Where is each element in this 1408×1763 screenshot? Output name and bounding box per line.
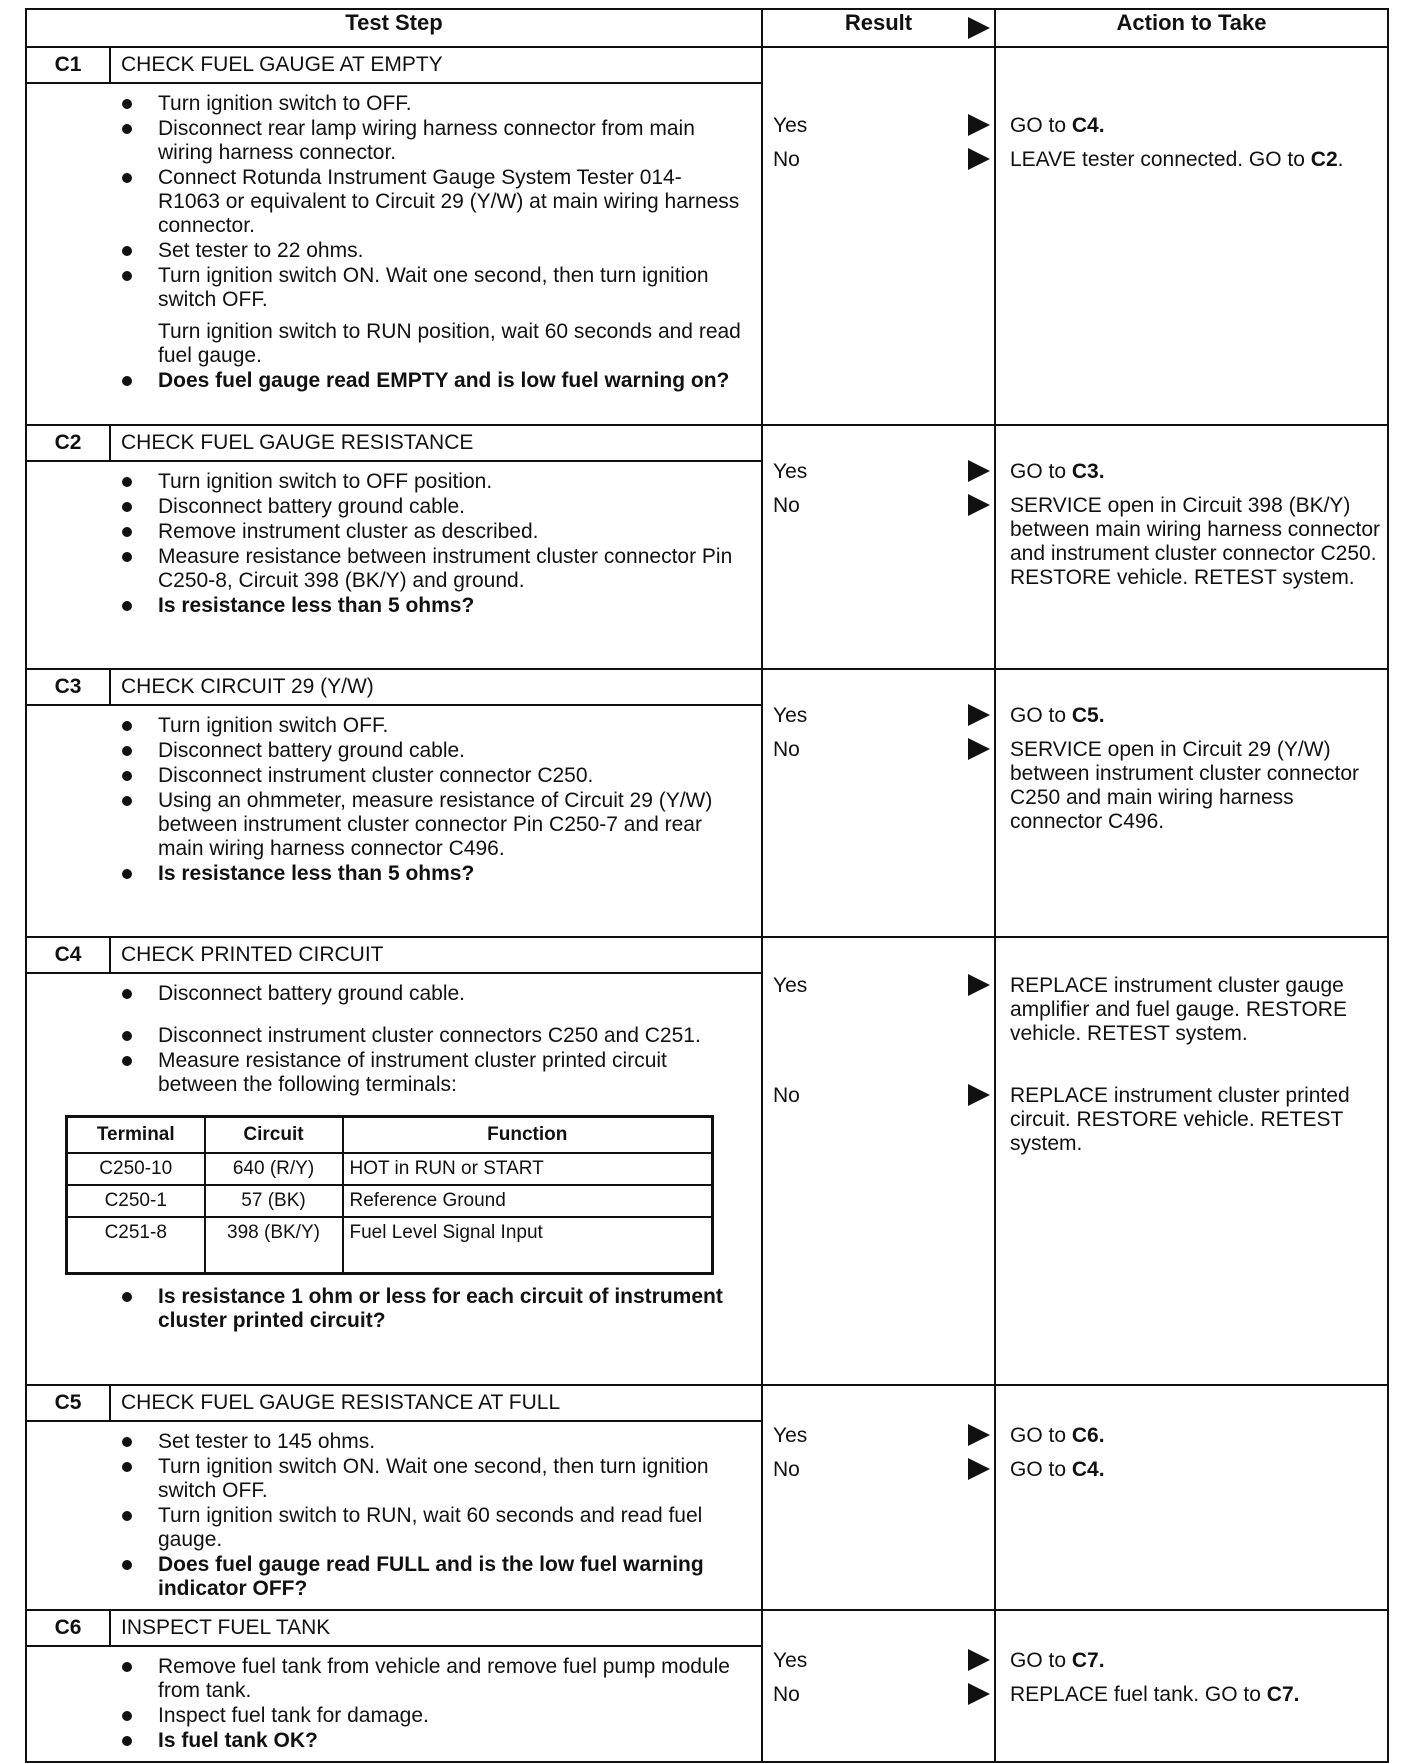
arrow-right-icon [968, 738, 990, 760]
terminal-table-header [67, 1117, 713, 1154]
action-cell [995, 47, 1388, 425]
list-item: Connect Rotunda Instrument Gauge System Tester 014-R1063 or equivalent to Circuit 29 (Y/W) at main wiring harness connector. [122, 166, 761, 238]
result-no [773, 738, 990, 766]
pinpoint-test-table [25, 8, 1389, 1763]
step-list [27, 982, 761, 1097]
action-ref: C7. [1071, 1649, 1105, 1672]
action-no [1010, 148, 1383, 172]
terminal-table [65, 1115, 714, 1275]
action-yes [1010, 460, 1383, 484]
action-yes [1010, 974, 1383, 1046]
table-row [67, 1153, 713, 1185]
column-header: Terminal [67, 1117, 205, 1154]
action-no [1010, 1084, 1383, 1156]
step-title-bar [27, 48, 761, 84]
result-yes [773, 704, 990, 732]
list-item-question: Is resistance less than 5 ohms? [122, 862, 761, 886]
list-item: Turn ignition switch to RUN position, wait 60 seconds and read fuel gauge. [158, 320, 741, 367]
table-cell: C251-8 [67, 1217, 205, 1273]
header-row [26, 9, 1388, 47]
action-yes [1010, 114, 1383, 138]
step-row-c6 [26, 1610, 1388, 1762]
result-cell [762, 1385, 995, 1610]
table-row [67, 1185, 713, 1217]
action-ref: C7. [1266, 1683, 1300, 1706]
step-list [27, 470, 761, 618]
arrow-right-icon [968, 494, 990, 516]
list-item: Disconnect instrument cluster connectors C250 and C251. [122, 1024, 761, 1048]
list-item: Measure resistance of instrument cluster printed circuit between the following terminals: [122, 1049, 761, 1097]
step-title: CHECK PRINTED CIRCUIT [121, 943, 384, 966]
action-cell [995, 1385, 1388, 1610]
step-title: CHECK CIRCUIT 29 (Y/W) [121, 675, 374, 698]
result-no [773, 1683, 990, 1711]
step-cell [26, 425, 762, 669]
list-item: Turn ignition switch to RUN, wait 60 seconds and read fuel gauge. [122, 1504, 761, 1552]
arrow-right-icon [968, 1683, 990, 1705]
list-item-question: Does fuel gauge read FULL and is the low fuel warning indicator OFF? [122, 1553, 761, 1601]
list-item: Turn ignition switch to OFF position. [122, 470, 761, 494]
header-test-step: Test Step [26, 9, 762, 47]
action-cell [995, 937, 1388, 1385]
action-text-end: . [1337, 148, 1344, 171]
action-cell [995, 669, 1388, 937]
result-cell [762, 425, 995, 669]
arrow-right-icon [968, 1084, 990, 1106]
step-cell [26, 937, 762, 1385]
action-ref: C2 [1310, 148, 1338, 171]
result-yes [773, 974, 990, 1002]
result-label: Yes [773, 460, 808, 483]
list-item: Disconnect rear lamp wiring harness connector from main wiring harness connector. [122, 117, 761, 165]
list-item: Using an ohmmeter, measure resistance of Circuit 29 (Y/W) between instrument cluster connector Pin C250-7 and rear main wiring harness connector C496. [122, 789, 761, 861]
table-cell: C250-10 [67, 1153, 205, 1185]
step-list [27, 1430, 761, 1601]
result-label: No [773, 1084, 800, 1107]
result-no [773, 1084, 990, 1112]
arrow-right-icon [968, 1649, 990, 1671]
action-yes [1010, 1649, 1383, 1673]
action-ref: C4. [1071, 1458, 1105, 1481]
list-item-question: Is fuel tank OK? [122, 1729, 761, 1753]
action-text: SERVICE open in Circuit 29 (Y/W) between instrument cluster connector C250 and main wiring harness connector C496. [1010, 738, 1360, 833]
step-title-bar [27, 1386, 761, 1422]
action-yes [1010, 1424, 1383, 1448]
header-action: Action to Take [995, 9, 1388, 47]
arrow-right-icon [968, 114, 990, 136]
diagnostic-sheet [25, 8, 1387, 1763]
result-cell [762, 1610, 995, 1762]
action-no [1010, 1458, 1383, 1482]
result-yes [773, 1649, 990, 1677]
result-yes [773, 114, 990, 142]
action-text: REPLACE instrument cluster gauge amplifier and fuel gauge. RESTORE vehicle. RETEST system. [1010, 974, 1347, 1045]
result-no [773, 494, 990, 522]
result-yes [773, 1424, 990, 1452]
step-list-question [27, 1285, 761, 1333]
step-title: INSPECT FUEL TANK [121, 1616, 331, 1639]
action-no [1010, 738, 1383, 834]
list-item: Set tester to 22 ohms. [122, 239, 761, 263]
result-cell [762, 669, 995, 937]
list-item: Measure resistance between instrument cluster connector Pin C250-8, Circuit 398 (BK/Y) and ground. [122, 545, 761, 593]
action-ref: C6. [1071, 1424, 1105, 1447]
step-id: C4 [27, 938, 111, 972]
list-item: Inspect fuel tank for damage. [122, 1704, 761, 1728]
list-item: Disconnect battery ground cable. [122, 739, 761, 763]
action-text: GO to [1010, 114, 1072, 137]
header-result [762, 9, 995, 47]
table-row [67, 1217, 713, 1273]
step-title-bar [27, 938, 761, 974]
result-yes [773, 460, 990, 488]
step-title: CHECK FUEL GAUGE RESISTANCE [121, 431, 474, 454]
action-no [1010, 1683, 1383, 1707]
table-cell: Reference Ground [343, 1185, 713, 1217]
action-text: LEAVE tester connected. GO to [1010, 148, 1311, 171]
step-row-c4 [26, 937, 1388, 1385]
arrow-right-icon [968, 17, 990, 39]
action-no [1010, 494, 1383, 590]
column-header: Circuit [205, 1117, 343, 1154]
arrow-right-icon [968, 460, 990, 482]
table-cell: 640 (R/Y) [205, 1153, 343, 1185]
header-result-label: Result [844, 10, 913, 35]
table-cell: 57 (BK) [205, 1185, 343, 1217]
action-text: GO to [1010, 460, 1072, 483]
action-ref: C4. [1071, 114, 1105, 137]
list-item-question: Is resistance less than 5 ohms? [122, 594, 761, 618]
action-text: REPLACE instrument cluster printed circuit. RESTORE vehicle. RETEST system. [1010, 1084, 1350, 1155]
action-text: REPLACE fuel tank. GO to [1010, 1683, 1267, 1706]
action-text: GO to [1010, 1458, 1072, 1481]
table-cell: HOT in RUN or START [343, 1153, 713, 1185]
list-item: Disconnect battery ground cable. [122, 982, 761, 1006]
step-cell [26, 669, 762, 937]
step-id: C5 [27, 1386, 111, 1420]
list-item: Disconnect instrument cluster connector C250. [122, 764, 761, 788]
list-item: Set tester to 145 ohms. [122, 1430, 761, 1454]
step-title-bar [27, 670, 761, 706]
action-cell [995, 425, 1388, 669]
step-title: CHECK FUEL GAUGE AT EMPTY [121, 53, 443, 76]
result-label: No [773, 1683, 800, 1706]
list-item: Turn ignition switch ON. Wait one second, then turn ignition switch OFF. [122, 1455, 761, 1503]
action-ref: C5. [1071, 704, 1105, 727]
result-no [773, 148, 990, 176]
arrow-right-icon [968, 974, 990, 996]
step-id: C6 [27, 1611, 111, 1645]
arrow-right-icon [968, 1458, 990, 1480]
result-label: No [773, 148, 800, 171]
action-cell [995, 1610, 1388, 1762]
result-label: No [773, 1458, 800, 1481]
list-item-question: Does fuel gauge read EMPTY and is low fuel warning on? [122, 369, 761, 393]
list-item: Turn ignition switch to OFF. [122, 92, 761, 116]
action-text: GO to [1010, 704, 1072, 727]
result-label: Yes [773, 1424, 808, 1447]
list-item: Turn ignition switch ON. Wait one second, then turn ignition switch OFF. [122, 264, 761, 312]
step-row-c2 [26, 425, 1388, 669]
arrow-right-icon [968, 704, 990, 726]
step-cell [26, 1385, 762, 1610]
action-text: GO to [1010, 1424, 1072, 1447]
result-label: Yes [773, 704, 808, 727]
list-item: Remove instrument cluster as described. [122, 520, 761, 544]
column-header: Function [343, 1117, 713, 1154]
list-item-question: Is resistance 1 ohm or less for each circuit of instrument cluster printed circuit? [122, 1285, 761, 1333]
arrow-right-icon [968, 148, 990, 170]
step-id: C2 [27, 426, 111, 460]
arrow-right-icon [968, 1424, 990, 1446]
step-row-c3 [26, 669, 1388, 937]
step-title-bar [27, 426, 761, 462]
list-item: Turn ignition switch OFF. [122, 714, 761, 738]
step-list [27, 92, 761, 393]
result-label: No [773, 738, 800, 761]
step-cell [26, 47, 762, 425]
result-label: Yes [773, 1649, 808, 1672]
result-label: No [773, 494, 800, 517]
result-label: Yes [773, 114, 808, 137]
table-cell: 398 (BK/Y) [205, 1217, 343, 1273]
result-no [773, 1458, 990, 1486]
step-id: C1 [27, 48, 111, 82]
step-row-c1 [26, 47, 1388, 425]
action-yes [1010, 704, 1383, 728]
result-cell [762, 47, 995, 425]
table-cell: Fuel Level Signal Input [343, 1217, 713, 1273]
action-text: SERVICE open in Circuit 398 (BK/Y) between main wiring harness connector and instrument cluster connector C250. RESTORE vehicle. RETEST system. [1010, 494, 1381, 589]
step-cell [26, 1610, 762, 1762]
step-title: CHECK FUEL GAUGE RESISTANCE AT FULL [121, 1391, 561, 1414]
step-list [27, 1655, 761, 1753]
table-cell: C250-1 [67, 1185, 205, 1217]
step-id: C3 [27, 670, 111, 704]
step-list [27, 714, 761, 886]
step-title-bar [27, 1611, 761, 1647]
action-text: GO to [1010, 1649, 1072, 1672]
result-cell [762, 937, 995, 1385]
list-item: Disconnect battery ground cable. [122, 495, 761, 519]
step-row-c5 [26, 1385, 1388, 1610]
action-ref: C3. [1071, 460, 1105, 483]
list-item: Remove fuel tank from vehicle and remove fuel pump module from tank. [122, 1655, 761, 1703]
result-label: Yes [773, 974, 808, 997]
